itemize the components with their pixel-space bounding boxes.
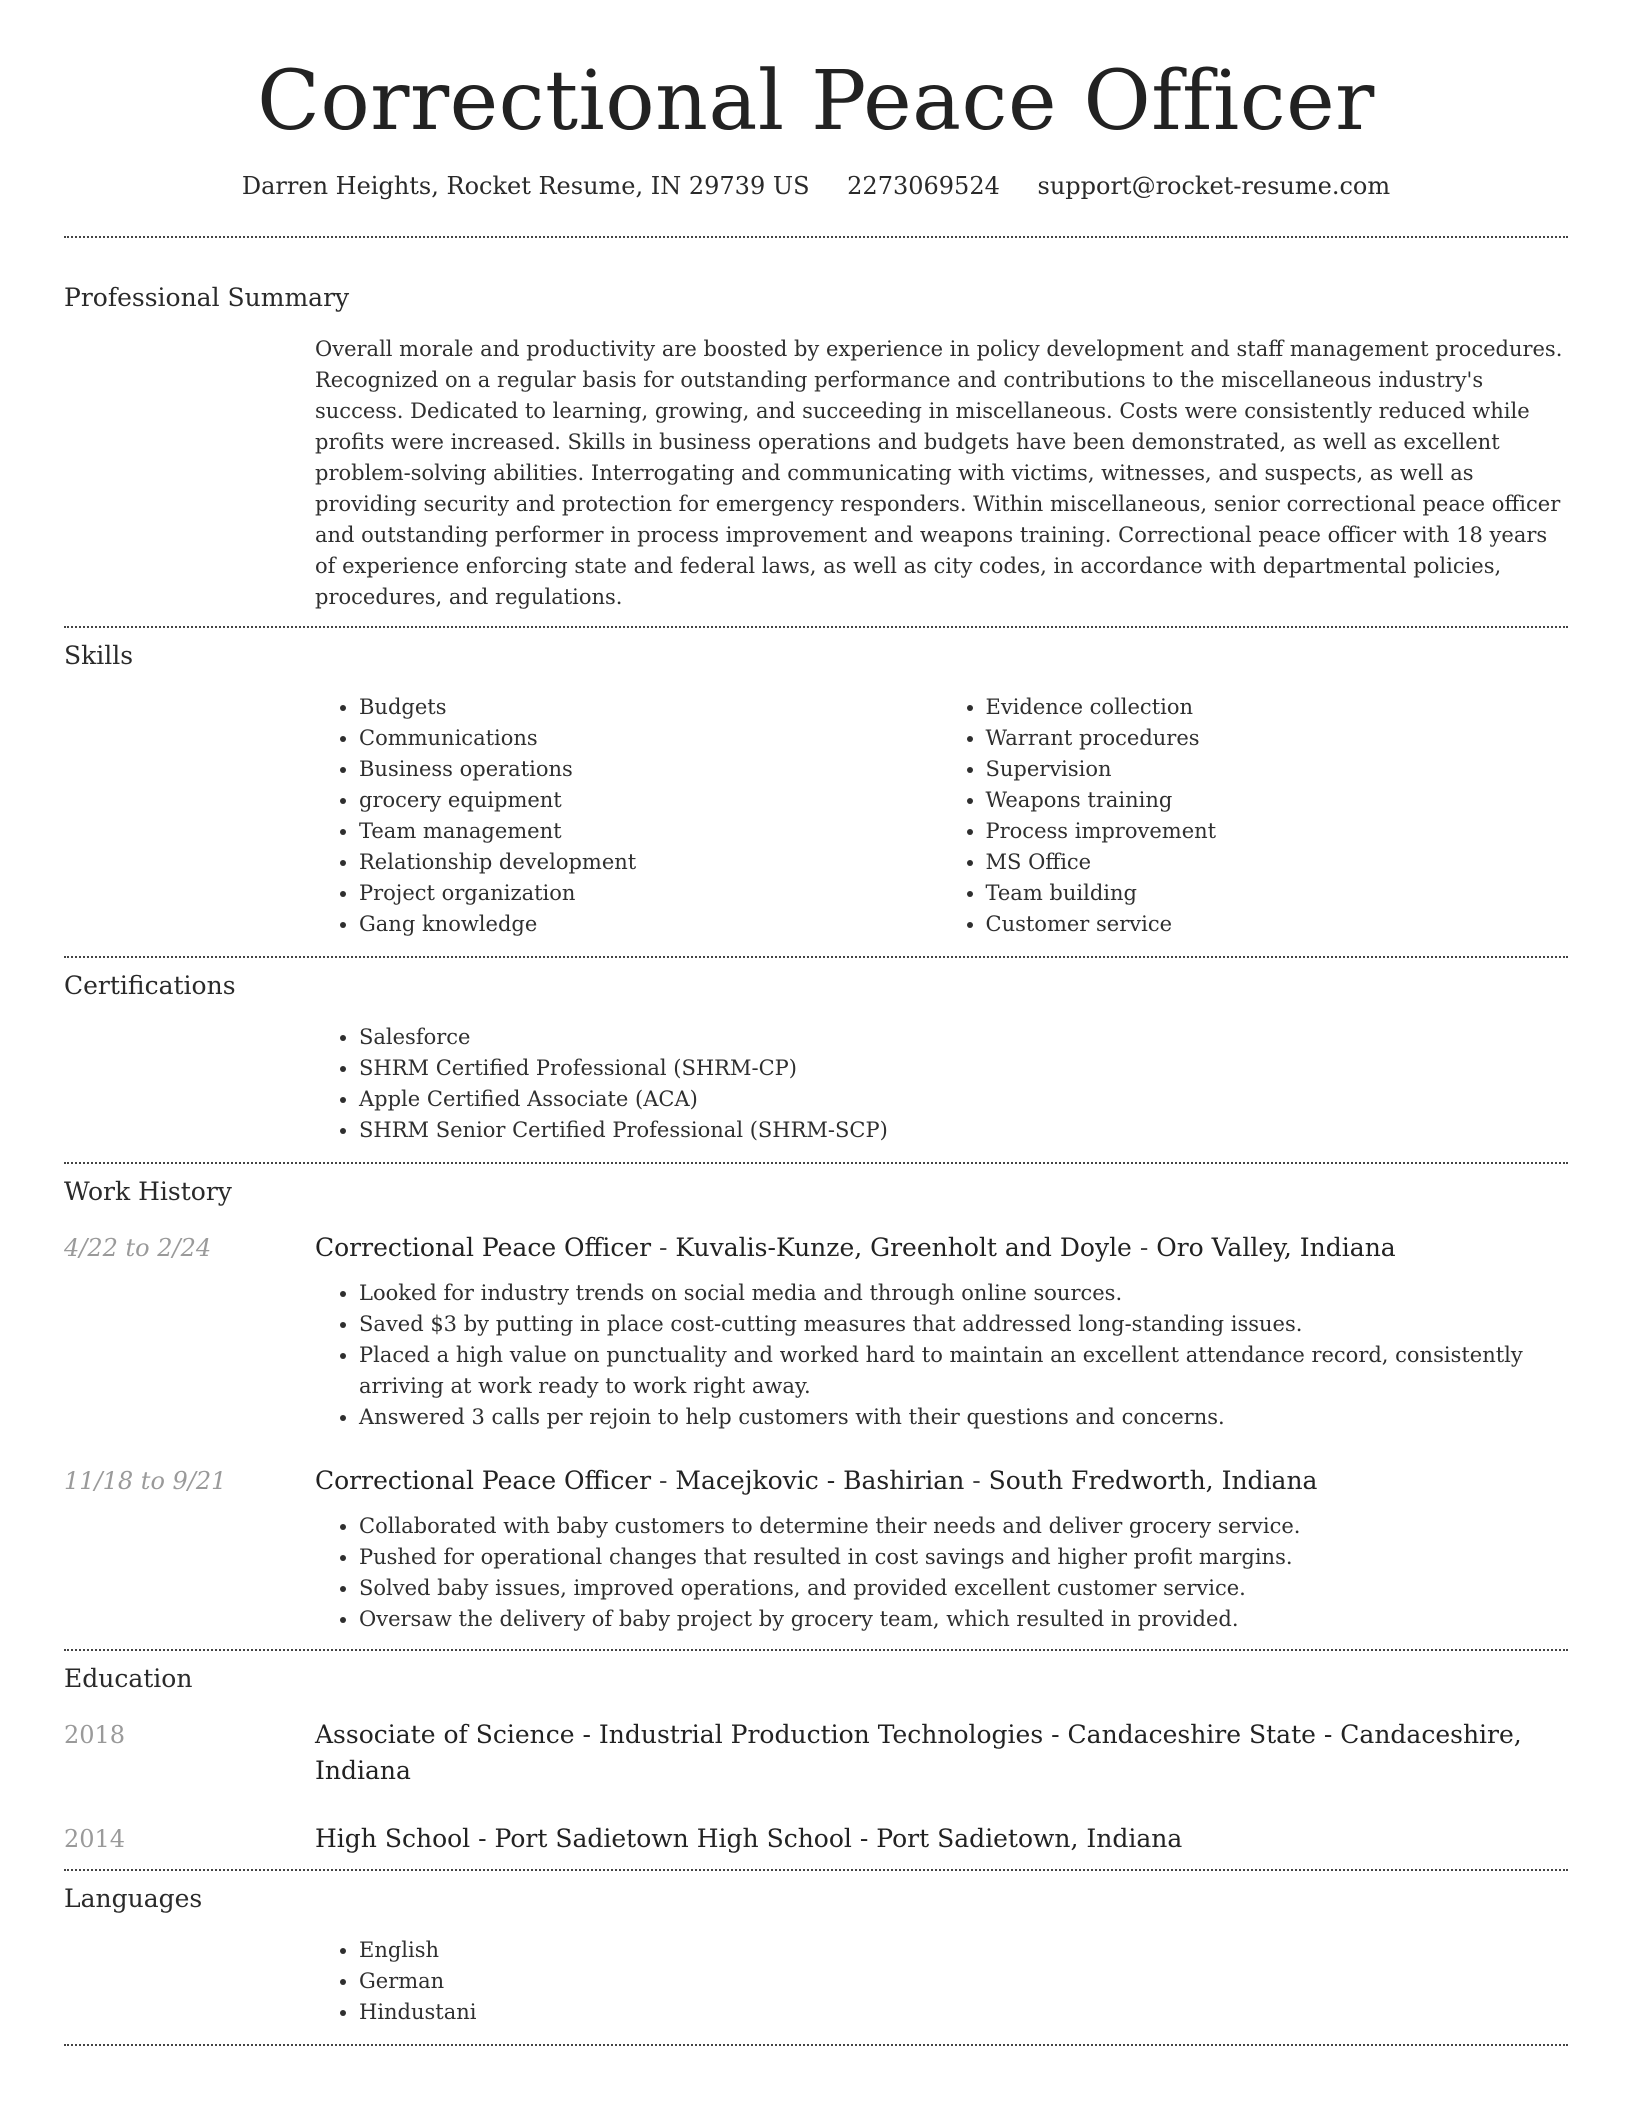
section-divider [64,2044,1568,2046]
summary-heading: Professional Summary [64,283,350,312]
education-degree: High School [315,1824,471,1853]
job-header [64,1230,1568,1266]
skill-item: • Business operations [359,754,942,785]
job-header [64,1463,1568,1499]
certification-item: • SHRM Certified Professional (SHRM-CP) [359,1053,1568,1084]
skills-heading: Skills [64,641,134,670]
section-divider [64,1869,1568,1871]
skill-item: • Supervision [986,754,1569,785]
job-role: Correctional Peace Officer [315,1233,652,1262]
education-location: Candaceshire, Indiana [315,1720,1522,1785]
job-role: Correctional Peace Officer [315,1466,652,1495]
work-history-section [64,1174,1568,1635]
section-divider [64,1162,1568,1164]
languages-heading: Languages [64,1884,203,1913]
job-entry [64,1230,1568,1433]
certifications-section [64,968,1568,1146]
language-item: • German [359,1966,1568,1997]
education-heading: Education [64,1664,193,1693]
job-bullet: • Answered 3 calls per rejoin to help customers with their questions and concerns. [359,1402,1568,1433]
candidate-name: Correctional Peace Officer [257,54,1375,149]
job-bullet: • Saved $3 by putting in place cost-cutting measures that addressed long-standing issues. [359,1309,1568,1340]
job-bullet: • Oversaw the delivery of baby project by grocery team, which resulted in provided. [359,1604,1568,1635]
job-location: Oro Valley, Indiana [1156,1233,1396,1262]
job-bullet: • Collaborated with baby customers to determine their needs and deliver grocery service. [359,1511,1568,1542]
skills-section [64,638,1568,940]
job-bullets [315,1511,1568,1635]
certification-item: • SHRM Senior Certified Professional (SHRM-SCP) [359,1115,1568,1146]
job-dates: 11/18 to 9/21 [64,1467,227,1495]
languages-content [315,1935,1568,2028]
job-bullet: • Looked for industry trends on social media and through online sources. [359,1278,1568,1309]
summary-content [315,334,1568,613]
resume-header [0,0,1632,200]
job-dates: 4/22 to 2/24 [64,1234,212,1262]
education-entry [64,1717,1568,1789]
job-bullet: • Solved baby issues, improved operations, and provided excellent customer service. [359,1573,1568,1604]
contact-address: Darren Heights, Rocket Resume, IN 29739 US [241,172,810,200]
section-divider [64,1649,1568,1651]
certification-item: • Apple Certified Associate (ACA) [359,1084,1568,1115]
education-year: 2014 [64,1825,126,1853]
skill-item: • Team building [986,878,1569,909]
education-details: High School - Port Sadietown High School - Port Sadietown, Indiana [315,1824,1183,1853]
job-employer: Macejkovic - Bashirian [675,1466,965,1495]
skill-item: • Evidence collection [986,692,1569,723]
work-history-heading: Work History [64,1177,232,1206]
skill-item: • Process improvement [986,816,1569,847]
certifications-list [315,1022,1568,1146]
summary-section [64,280,1568,613]
section-divider [64,956,1568,958]
skill-item: • Budgets [359,692,942,723]
skills-columns [315,692,1568,940]
education-degree: Associate of Science [315,1720,575,1749]
skills-list-left [315,692,942,940]
skill-item: • grocery equipment [359,785,942,816]
section-divider [64,626,1568,628]
education-school: Candaceshire State [1067,1720,1316,1749]
skills-list-right [942,692,1569,940]
job-location: South Fredworth, Indiana [988,1466,1318,1495]
languages-list [315,1935,1568,2028]
skill-item: • Weapons training [986,785,1569,816]
education-location: Port Sadietown, Indiana [876,1824,1183,1853]
job-entry [64,1463,1568,1635]
certifications-heading: Certifications [64,971,236,1000]
skill-item: • Project organization [359,878,942,909]
language-item: • Hindustani [359,1997,1568,2028]
education-details: Associate of Science - Industrial Production Technologies - Candaceshire State - Candaceshire, Indiana [315,1720,1522,1785]
certification-item: • Salesforce [359,1022,1568,1053]
section-divider [64,236,1568,238]
education-school: Port Sadietown High School [494,1824,852,1853]
skill-item: • Warrant procedures [986,723,1569,754]
job-bullet: • Placed a high value on punctuality and worked hard to maintain an excellent attendance record, consistently arriving at work ready to work right away. [359,1340,1568,1402]
contact-email: support@rocket-resume.com [1037,172,1391,200]
job-bullets [315,1278,1568,1433]
skill-item: • Gang knowledge [359,909,942,940]
skill-item: • Customer service [986,909,1569,940]
contact-phone: 2273069524 [847,172,1000,200]
skill-item: • MS Office [986,847,1569,878]
skill-item: • Team management [359,816,942,847]
summary-text: Overall morale and productivity are boosted by experience in policy development and staff management procedures. Recognized on a regular basis for outstanding performance and contributions to the miscellaneous industry's success. Dedicated to learning, growing, and succeeding in miscellaneous. Costs were consistently reduced while profits were increased. Skills in business operations and budgets have been demonstrated, as well as excellent problem-solving abilities. Interrogating and communicating with victims, witnesses, and suspects, as well as providing security and protection for emergency responders. Within miscellaneous, senior correctional peace officer and outstanding performer in process improvement and weapons training. Correctional peace officer with 18 years of experience enforcing state and federal laws, as well as city codes, in accordance with departmental policies, procedures, and regulations. [315,337,1563,609]
language-item: • English [359,1935,1568,1966]
job-bullet: • Pushed for operational changes that resulted in cost savings and higher profit margins. [359,1542,1568,1573]
education-field: Industrial Production Technologies [598,1720,1044,1749]
job-title-line: Correctional Peace Officer - Macejkovic - Bashirian - South Fredworth, Indiana [315,1466,1318,1495]
job-employer: Kuvalis-Kunze, Greenholt and Doyle [675,1233,1132,1262]
languages-section [64,1881,1568,2028]
education-section [64,1661,1568,1857]
certifications-content [315,1022,1568,1146]
education-year: 2018 [64,1721,126,1749]
education-entry [64,1821,1568,1857]
contact-line [0,172,1632,200]
job-title-line: Correctional Peace Officer - Kuvalis-Kunze, Greenholt and Doyle - Oro Valley, Indiana [315,1233,1396,1262]
skill-item: • Communications [359,723,942,754]
skill-item: • Relationship development [359,847,942,878]
